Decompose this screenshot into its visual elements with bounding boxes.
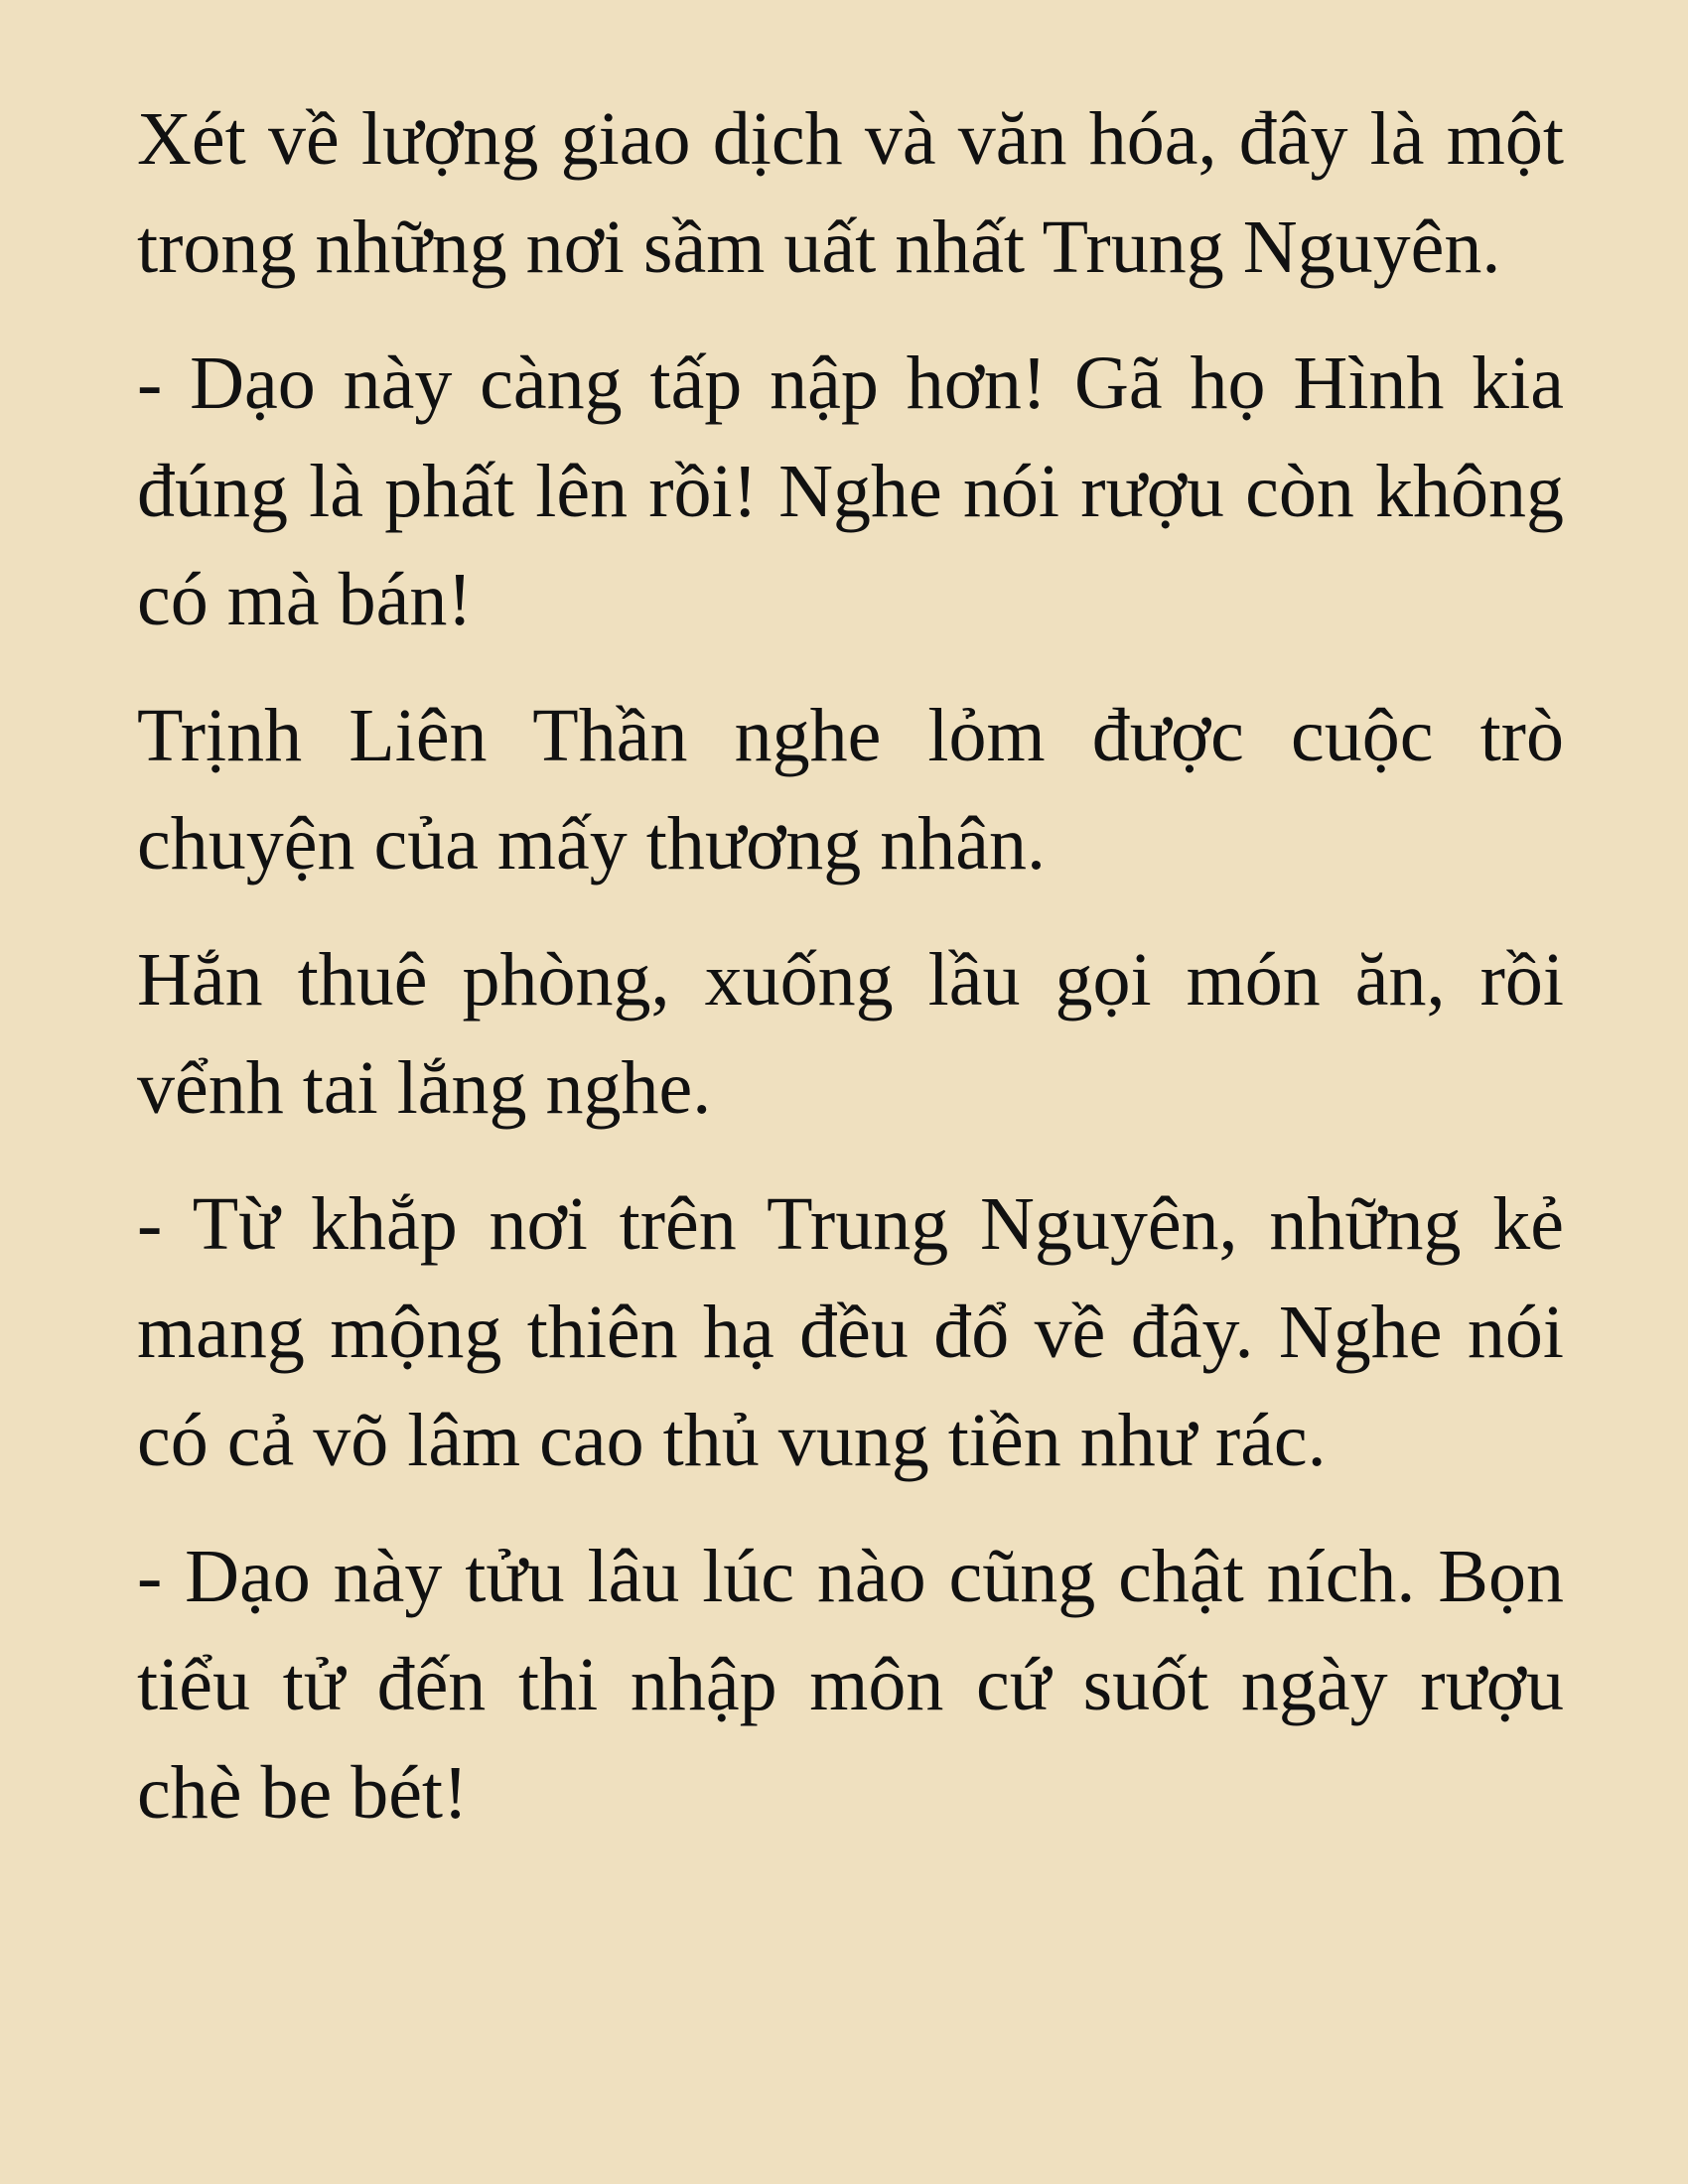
paragraph-2-dialogue: - Dạo này càng tấp nập hơn! Gã họ Hình kia đúng là phất lên rồi! Nghe nói rượu còn không có mà bán! [137, 341, 1564, 641]
paragraph-1: Xét về lượng giao dịch và văn hóa, đây là một trong những nơi sầm uất nhất Trung Nguyên. [137, 97, 1564, 289]
paragraph-5-dialogue: - Từ khắp nơi trên Trung Nguyên, những kẻ mang mộng thiên hạ đều đổ về đây. Nghe nói có cả võ lâm cao thủ vung tiền như rác. [137, 1182, 1564, 1482]
paragraph-3: Trịnh Liên Thần nghe lỏm được cuộc trò chuyện của mấy thương nhân. [137, 694, 1564, 886]
paragraph-4: Hắn thuê phòng, xuống lầu gọi món ăn, rồi vểnh tai lắng nghe. [137, 938, 1564, 1130]
text-column [137, 85, 1564, 1875]
paragraph-6-dialogue: - Dạo này tửu lâu lúc nào cũng chật ních. Bọn tiểu tử đến thi nhập môn cứ suốt ngày rượu chè be bét! [137, 1535, 1564, 1835]
